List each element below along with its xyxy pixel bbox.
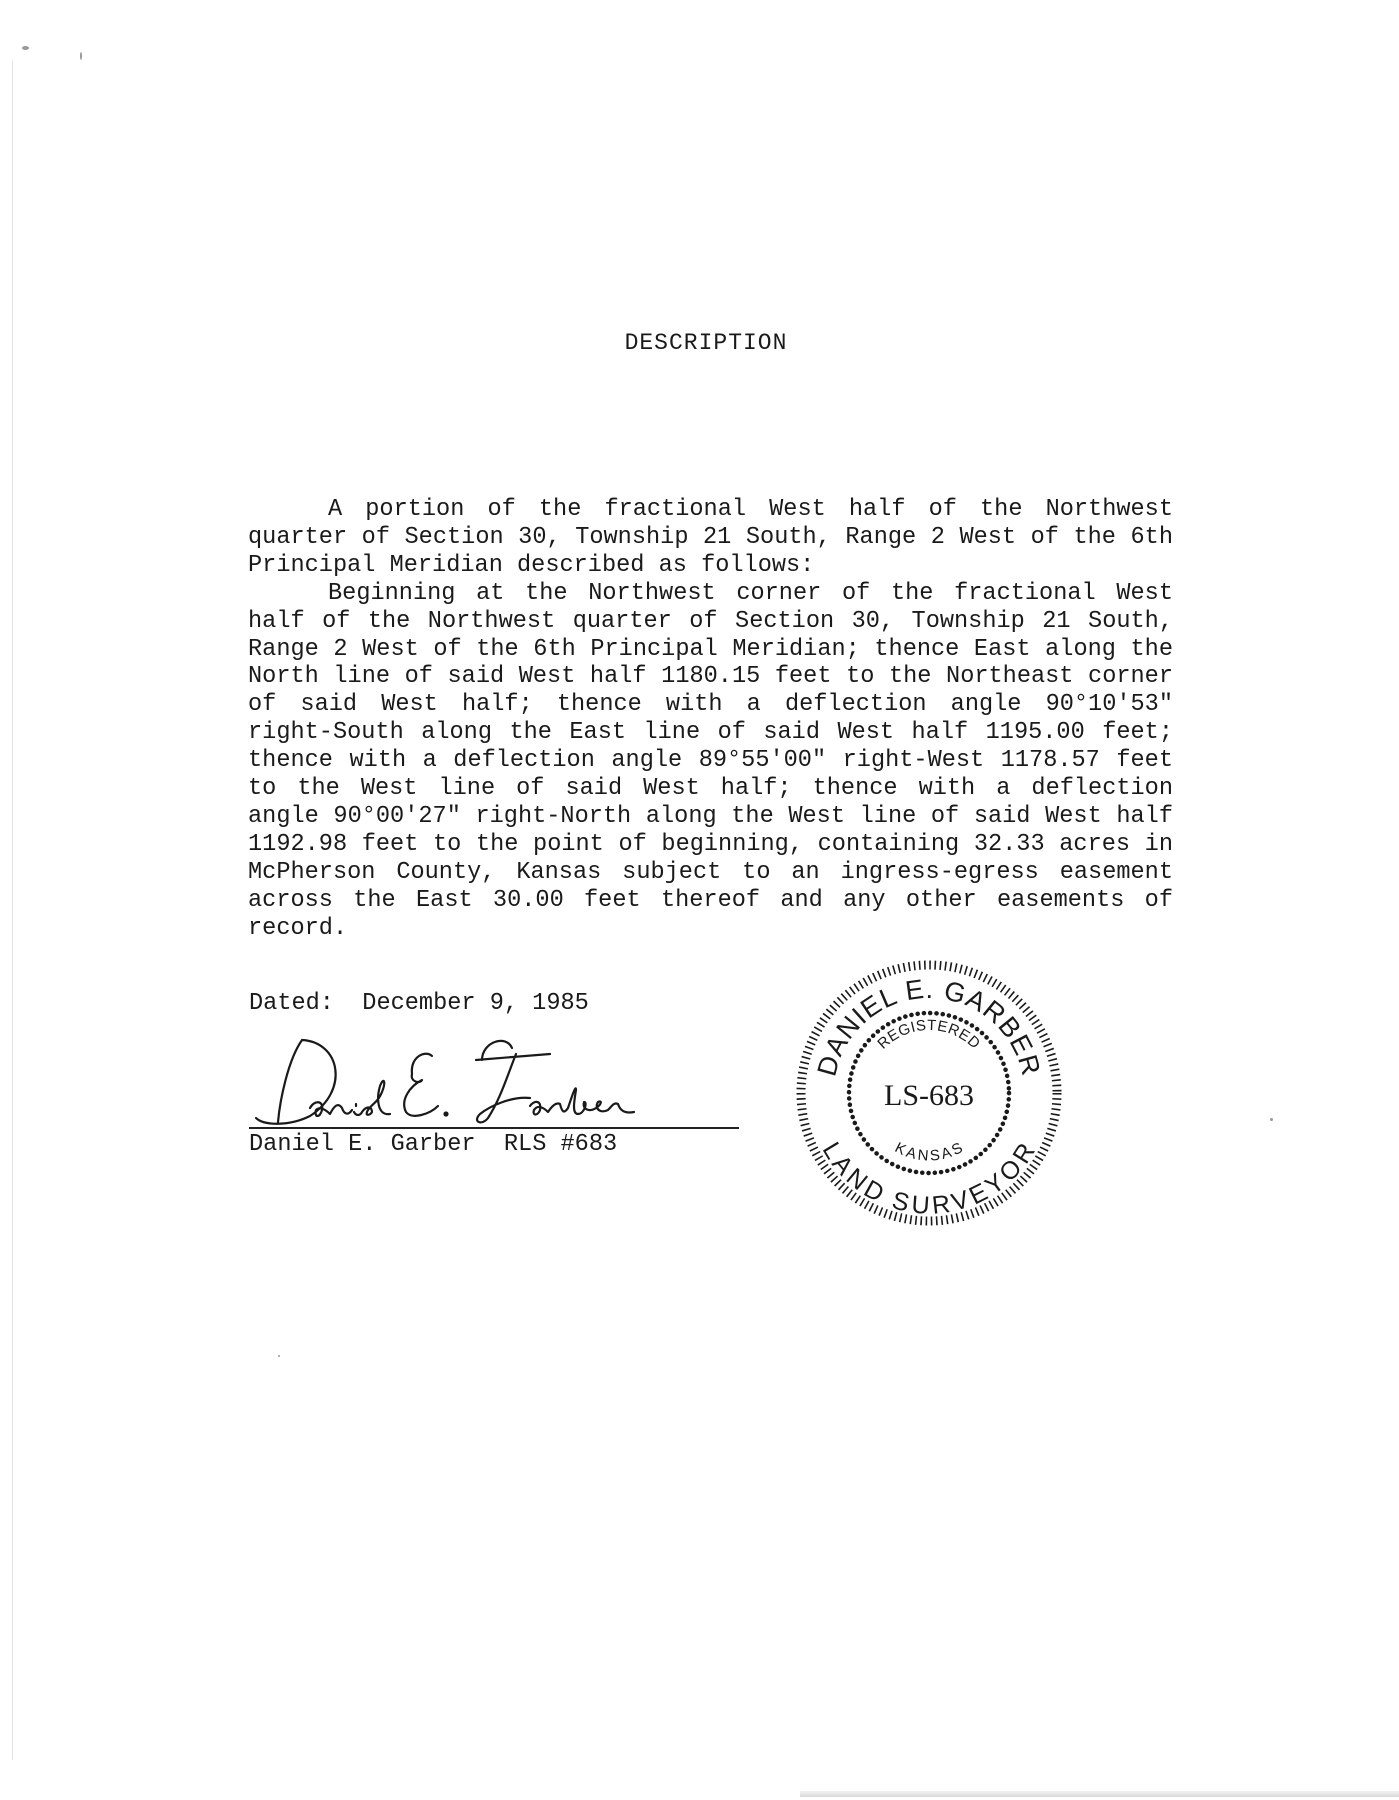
description-paragraph-metes: Beginning at the Northwest corner of the fractional West half of the Northwest quarter of Section 30, Township 21 South, Range 2 West of the 6th Principal Meridian; thence East along the North line of said West half 1180.15 feet to the Northeast corner of said West half; thence with a deflection angle 90°10'53" right-South along the East line of said West half 1195.00 feet; thence with a deflection angle 89°55'00" right-West 1178.57 feet to the West line of said West half; thence with a deflection angle 90°00'27" right-North along the West line of said West half 1192.98 feet to the point of beginning, containing 32.33 acres in McPherson County, Kansas subject to an ingress-egress easement across the East 30.00 feet thereof and any other easements of record. bbox=[248, 579, 1173, 942]
scan-speck bbox=[1270, 1118, 1273, 1121]
seal-registered-arc: REGISTERED bbox=[874, 1016, 984, 1053]
signature-image bbox=[250, 1030, 690, 1130]
seal-name-arc: DANIEL E. GARBER bbox=[811, 973, 1047, 1080]
signer-block bbox=[249, 1131, 617, 1158]
scan-speck bbox=[80, 52, 82, 60]
scan-speck bbox=[278, 1355, 280, 1357]
scan-speck bbox=[22, 46, 29, 50]
legal-description bbox=[248, 496, 1173, 943]
dated-row bbox=[249, 990, 589, 1017]
page-edge-bottom bbox=[800, 1791, 1399, 1797]
seal-state-arc: KANSAS bbox=[892, 1139, 966, 1165]
dated-value: December 9, 1985 bbox=[362, 990, 589, 1017]
signer-license: RLS #683 bbox=[503, 1131, 618, 1158]
surveyor-seal bbox=[794, 958, 1064, 1228]
seal-title-arc: LAND SURVEYOR bbox=[816, 1137, 1042, 1220]
page-edge-left bbox=[12, 60, 13, 1760]
dated-label: Dated: bbox=[249, 990, 334, 1017]
signature-line bbox=[249, 1127, 739, 1129]
description-paragraph-intro: A portion of the fractional West half of the Northwest quarter of Section 30, Township 21 South, Range 2 West of the 6th Principal Meridian described as follows: bbox=[248, 496, 1173, 579]
signer-name: Daniel E. Garber bbox=[249, 1131, 476, 1158]
document-title: DESCRIPTION bbox=[624, 330, 788, 356]
seal-license-number: LS-683 bbox=[884, 1079, 974, 1112]
